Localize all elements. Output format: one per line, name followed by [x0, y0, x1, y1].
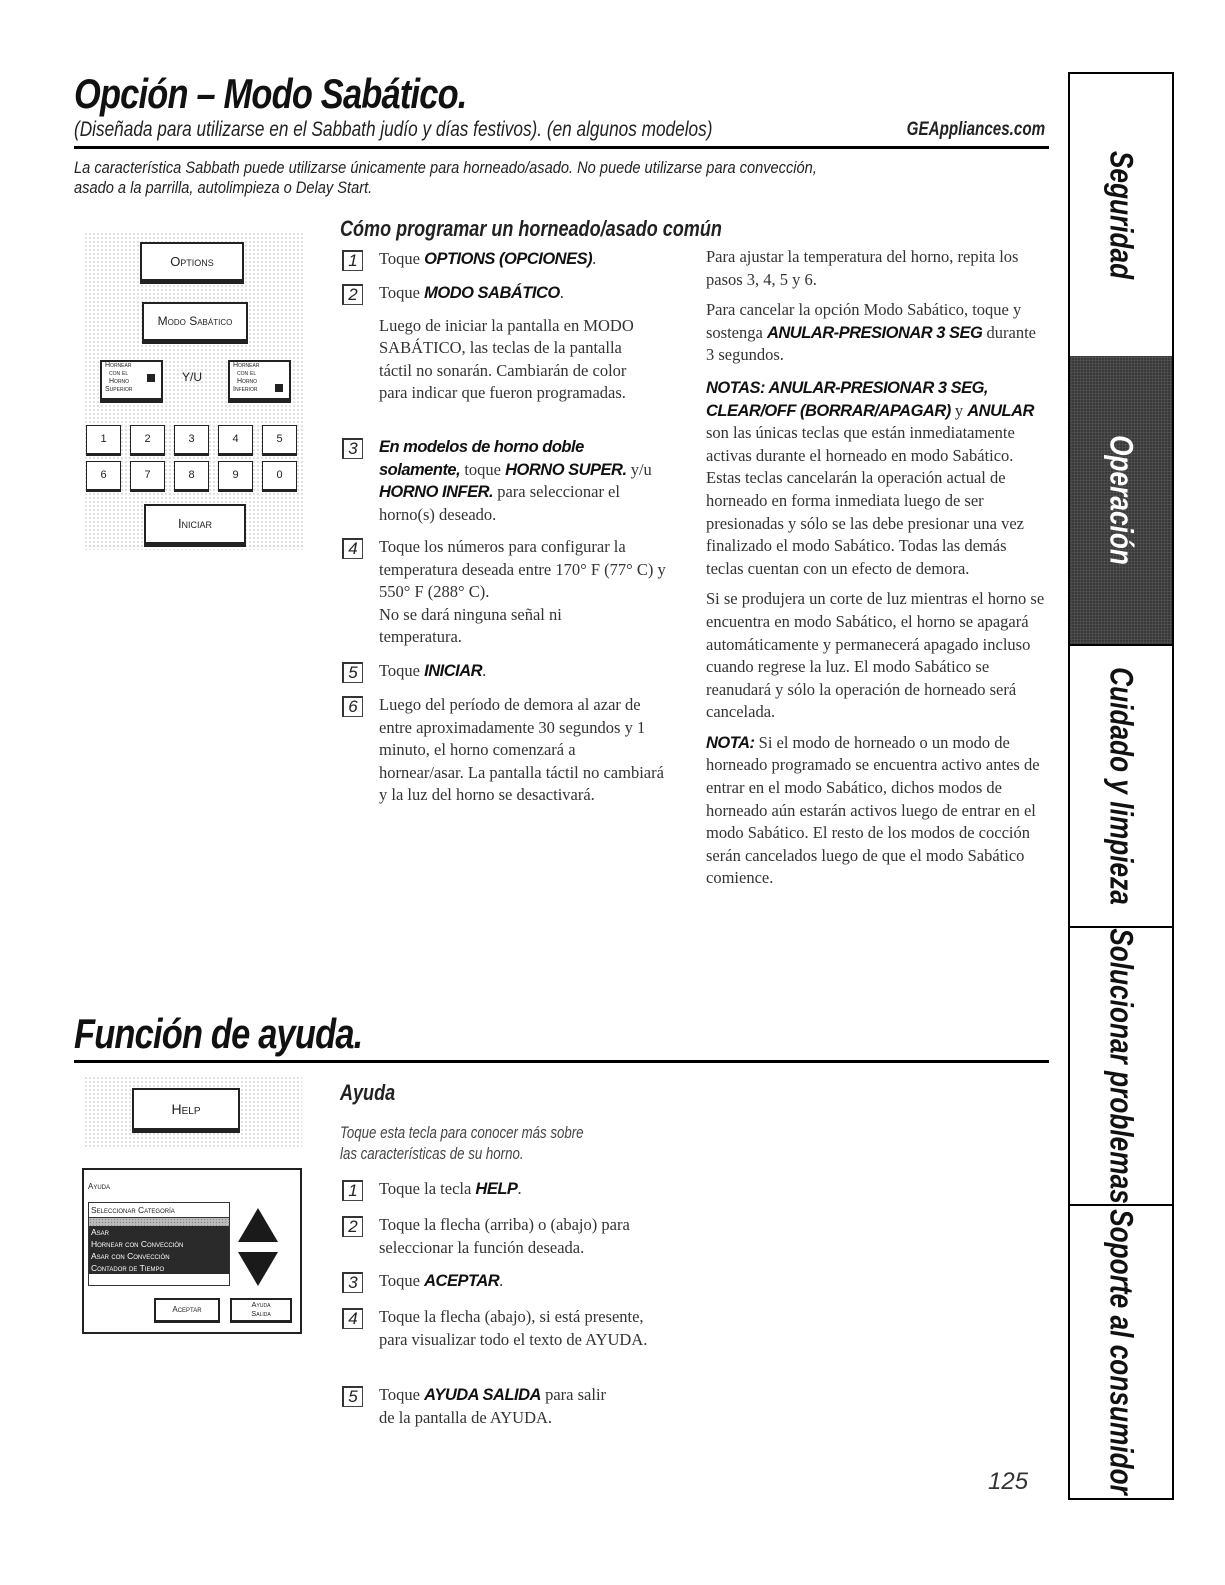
- upper-oven-bake-key[interactable]: Hornear con el Horno Superior: [100, 360, 163, 403]
- bake-step-4: 4 Toque los números para configurar la temperatura deseada entre 170° F (77° C) y 550° F (288° C). No se dará ninguna señal ni temperatura.: [342, 536, 672, 649]
- tab-label: Operación: [1103, 435, 1140, 565]
- arrow-down-icon[interactable]: [238, 1252, 278, 1286]
- step-number: 5: [342, 1386, 363, 1407]
- help-panel-illustration: [84, 1076, 302, 1148]
- bake-step-3: 3 En modelos de horno doble solamente, toque HORNO SUPER. y/u HORNO INFER. para seleccionar el horno(s) deseado.: [342, 436, 672, 526]
- step-number: 3: [342, 438, 363, 459]
- list-highlight: [89, 1218, 229, 1226]
- bake-step-1: 1 Toque OPTIONS (OPCIONES).: [342, 248, 672, 271]
- help-step-3: 3 Toque ACEPTAR.: [342, 1270, 682, 1293]
- page-number: 125: [988, 1468, 1029, 1495]
- digit-key-2[interactable]: 2: [130, 425, 165, 456]
- digit-key-3[interactable]: 3: [174, 425, 209, 456]
- bake-step-6: 6 Luego del período de demora al azar de entre aproximadamente 30 segundos y 1 minuto, el horno comenzará a hornear/asar. La pantalla táctil no cambiará y la luz del horno se desactivará.: [342, 694, 672, 807]
- digit-key-6[interactable]: 6: [86, 461, 121, 492]
- tab-seguridad[interactable]: [1068, 74, 1174, 358]
- step-number: 2: [342, 1216, 363, 1237]
- digit-key-4[interactable]: 4: [218, 425, 253, 456]
- tab-solucionar-problemas[interactable]: [1068, 928, 1174, 1206]
- indicator-icon: [275, 384, 283, 392]
- help-key[interactable]: Help: [132, 1088, 240, 1133]
- step-number: 5: [342, 662, 363, 683]
- header-rule: [74, 146, 1049, 149]
- digit-key-1[interactable]: 1: [86, 425, 121, 456]
- tab-label: Cuidado y limpieza: [1103, 667, 1140, 905]
- step-number: 6: [342, 696, 363, 717]
- category-header: Seleccionar Categoría: [89, 1203, 229, 1218]
- tab-label: Solucionar problemas: [1103, 928, 1140, 1204]
- digit-key-0[interactable]: 0: [262, 461, 297, 492]
- intro-text: La característica Sabbath puede utilizarse únicamente para horneado/asado. No puede utilizarse para convección, asado a la parrilla, autolimpieza o Delay Start.: [74, 158, 817, 197]
- help-section-title: Función de ayuda.: [74, 1010, 363, 1057]
- step-number: 4: [342, 538, 363, 559]
- help-screen: [82, 1168, 302, 1334]
- step-number: 4: [342, 1308, 363, 1329]
- list-item[interactable]: Hornear con Convección: [89, 1238, 229, 1250]
- help-heading: Ayuda: [340, 1080, 396, 1105]
- page-title: Opción – Modo Sabático.: [74, 70, 467, 117]
- category-list: [88, 1202, 230, 1286]
- list-item[interactable]: Asar con Convección: [89, 1250, 229, 1262]
- control-panel-illustration: [84, 232, 304, 550]
- help-subheading: Toque esta tecla para conocer más sobre las características de su horno.: [340, 1123, 584, 1163]
- tab-label: Soporte al consumidor: [1103, 1209, 1140, 1495]
- aceptar-key[interactable]: Aceptar: [154, 1298, 220, 1323]
- digit-key-7[interactable]: 7: [130, 461, 165, 492]
- help-step-2: 2 Toque la flecha (arriba) o (abajo) para seleccionar la función deseada.: [342, 1214, 682, 1259]
- ayuda-salida-key[interactable]: Ayuda Salida: [230, 1298, 292, 1323]
- help-screen-title: Ayuda: [88, 1182, 111, 1191]
- right-column: Para ajustar la temperatura del horno, repita los pasos 3, 4, 5 y 6. Para cancelar la opción Modo Sabático, toque y sostenga ANULAR-PRESIONAR 3 SEG durante 3 segundos. NOTAS: ANULAR-PRESIONAR 3 SEG, CLEAR/OFF (BORRAR/APAGAR) y ANULAR son las únicas teclas que están inmediatamente activas durante el horneado en modo Sabático. Estas teclas cancelarán la operación actual de horneado en forma inmediata luego de ser presionadas y sólo se las debe presionar una vez finalizado el modo Sabático. Todas las demás teclas cuentan con un efecto de demora. Si se produjera un corte de luz mientras el horno se encuentra en modo Sabático, el horno se apagará automáticamente y permanecerá apagado incluso cuando regrese la luz. El modo Sabático se reanudará y sólo la operación de horneado será cancelada. NOTA: Si el modo de horneado o un modo de horneado programado se encuentra activo antes de entrar en el modo Sabático, dichos modos de horneado aún estarán activos luego de entrar en el modo Sabático. El resto de los modos de cocción serán cancelados luego de que el modo Sabático comience.: [706, 247, 1045, 888]
- digit-key-5[interactable]: 5: [262, 425, 297, 456]
- help-step-1: 1 Toque la tecla HELP.: [342, 1178, 682, 1201]
- modo-sabatico-key[interactable]: Modo Sabático: [142, 302, 248, 344]
- arrow-up-icon[interactable]: [238, 1208, 278, 1242]
- bake-step-2: 2 Toque MODO SABÁTICO. Luego de iniciar la pantalla en MODO SABÁTICO, las teclas de la pantalla táctil no sonarán. Cambiarán de color para indicar que fueron programadas.: [342, 282, 672, 405]
- help-rule: [74, 1060, 1049, 1063]
- iniciar-key[interactable]: Iniciar: [144, 504, 246, 547]
- indicator-icon: [147, 374, 155, 382]
- tab-operacion[interactable]: [1068, 356, 1174, 646]
- step-number: 1: [342, 1180, 363, 1201]
- help-step-5: 5 Toque AYUDA SALIDA para salir de la pantalla de AYUDA.: [342, 1384, 682, 1429]
- bake-step-5: 5 Toque INICIAR.: [342, 660, 672, 683]
- list-item[interactable]: Asar: [89, 1226, 229, 1238]
- bake-heading: Cómo programar un horneado/asado común: [340, 216, 722, 241]
- list-item[interactable]: Contador de Tiempo: [89, 1262, 229, 1274]
- tab-label: Seguridad: [1103, 150, 1140, 280]
- website-link[interactable]: GEAppliances.com: [906, 119, 1045, 140]
- page-subtitle: (Diseñada para utilizarse en el Sabbath judío y días festivos). (en algunos modelos): [74, 118, 713, 141]
- lower-oven-bake-key[interactable]: Hornear con el Horno Inferior: [228, 360, 291, 403]
- tab-soporte-consumidor[interactable]: [1068, 1206, 1174, 1500]
- digit-key-9[interactable]: 9: [218, 461, 253, 492]
- step-number: 1: [342, 250, 363, 271]
- help-step-4: 4 Toque la flecha (abajo), si está presente, para visualizar todo el texto de AYUDA.: [342, 1306, 682, 1351]
- tab-cuidado-limpieza[interactable]: [1068, 646, 1174, 928]
- options-key[interactable]: Options: [140, 242, 244, 284]
- and-or-label: Y/U: [182, 370, 203, 384]
- step-number: 3: [342, 1272, 363, 1293]
- digit-key-8[interactable]: 8: [174, 461, 209, 492]
- step-number: 2: [342, 284, 363, 305]
